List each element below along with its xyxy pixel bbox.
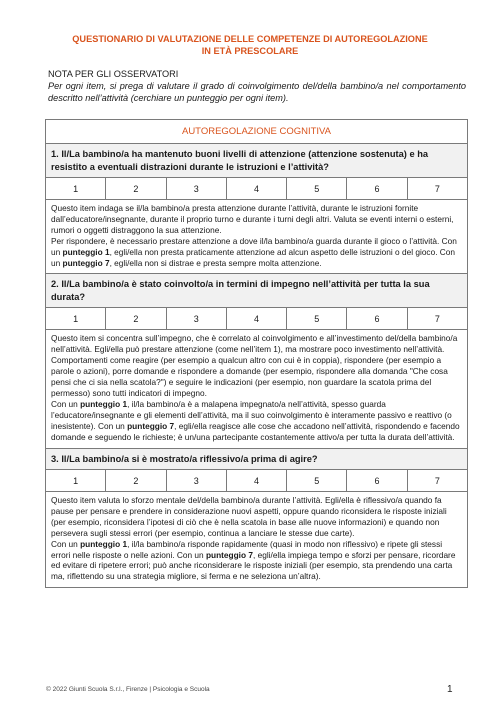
item-question: 1. Il/La bambino/a ha mantenuto buoni livelli di attenzione (attenzione sostenuta) e ha resistito a eventuali distrazioni durante le istruzioni e l’attività? xyxy=(46,144,467,178)
description-paragraph: Questo item valuta lo sforzo mentale del/della bambino/a durante l’attività. Egli/ella è riflessivo/a quando fa pause per pensare e prendere in considerazione nuovi aspetti, oppure quando riconsidera le risposte iniziali (per esempio, riconsidera l’ipotesi di ciò che è nella scatola in base alle nuove informazioni) e quando non persevera sugli stessi errori (per esempio, continua a lanciare le stesse due carte). xyxy=(51,495,447,538)
score-option[interactable]: 7 xyxy=(434,183,440,194)
score-option[interactable]: 1 xyxy=(46,470,106,491)
score-option[interactable]: 3 xyxy=(167,470,227,491)
score-option[interactable]: 1 xyxy=(46,308,106,329)
item-question: 3. Il/La bambino/a si è mostrato/a riflessivo/a prima di agire? xyxy=(46,449,467,471)
score-option[interactable]: 6 xyxy=(347,308,407,329)
score-option[interactable]: 7 xyxy=(434,475,440,486)
item-question: 2. Il/La bambino/a è stato coinvolto/a in termini di impegno nell’attività per tutta la sua durata? xyxy=(46,274,467,308)
score-option[interactable]: 5 xyxy=(287,470,347,491)
score-option[interactable]: 3 xyxy=(167,308,227,329)
item-description xyxy=(46,330,467,448)
section-title: AUTOREGOLAZIONE COGNITIVA xyxy=(46,120,467,144)
description-paragraph: Questo item indaga se il/la bambino/a presta attenzione durante l’attività, durante le istruzioni fornite dall’educatore/insegnante, durante il proprio turno e durante i turni degli altri. Valuta se eventi interni o esterni, rumori o oggetti distraggono la sua attenzione. xyxy=(51,203,454,235)
scoring-guide: Con un punteggio 1, il/la bambino/a risponde rapidamente (quasi in modo non riflessivo) e ripete gli stessi errori nelle risposte o nelle azioni. Con un punteggio 7, egli/ella impiega tempo e sforzi per pensare, ricordare ed evitare di ripetere errori; può anche riconsiderare le risposte iniziali (per esempio, sta prendendo una carta ma, riflettendo su una strategia migliore, si ferma e ne seleziona un’altra). xyxy=(51,538,456,582)
rating-scale xyxy=(46,308,467,330)
observer-note xyxy=(48,68,466,104)
title-line-2: IN ETÀ PRESCOLARE xyxy=(201,46,299,56)
note-label: NOTA PER GLI OSSERVATORI xyxy=(48,69,179,79)
scoring-guide: Per rispondere, è necessario prestare attenzione a dove il/la bambino/a guarda durante il gioco o l’attività. Con un punteggio 1, egli/ella non presta praticamente attenzione ad alcun aspetto delle istruzioni o del gioco. Con un punteggio 7, egli/ella non si distrae e presta sempre molta attenzione. xyxy=(51,235,457,268)
page-title xyxy=(0,33,500,57)
score-option[interactable]: 6 xyxy=(347,470,407,491)
score-option[interactable]: 5 xyxy=(287,308,347,329)
score-option[interactable]: 2 xyxy=(106,470,166,491)
rating-scale xyxy=(46,470,467,492)
scoring-guide: Con un punteggio 1, il/la bambino/a è a malapena impegnato/a nell’attività, spesso guarda l’educatore/insegnante e gli elementi dell’attività, ma il suo coinvolgimento è interamente passivo e reattivo (o inesistente). Con un punteggio 7, egli/ella reagisce alle cose che accadono nell’attività, rispondendo e facendo domande e seguendo le richieste; è un/una partecipante costantemente attivo/a per tutta la durata dell’attività. xyxy=(51,398,460,442)
title-line-1: QUESTIONARIO DI VALUTAZIONE DELLE COMPETENZE DI AUTOREGOLAZIONE xyxy=(72,34,428,44)
copyright-footer: © 2022 Giunti Scuola S.r.l., Firenze | Psicologia e Scuola xyxy=(46,686,210,693)
score-option[interactable]: 5 xyxy=(287,178,347,199)
score-option[interactable]: 3 xyxy=(167,178,227,199)
score-option[interactable]: 4 xyxy=(227,178,287,199)
item-description xyxy=(46,492,467,587)
score-option[interactable]: 7 xyxy=(434,313,440,324)
questionnaire-table xyxy=(45,119,468,588)
note-text: Per ogni item, si prega di valutare il grado di coinvolgimento del/della bambino/a nel comportamento descritto nell’attività (cerchiare un punteggio per ogni item). xyxy=(48,81,466,103)
score-option[interactable]: 1 xyxy=(46,178,106,199)
score-option[interactable]: 4 xyxy=(227,470,287,491)
page-number: 1 xyxy=(447,684,453,695)
score-option[interactable]: 2 xyxy=(106,178,166,199)
score-option[interactable]: 2 xyxy=(106,308,166,329)
item-description xyxy=(46,200,467,274)
score-option[interactable]: 4 xyxy=(227,308,287,329)
description-paragraph: Questo item si concentra sull’impegno, che è correlato al coinvolgimento e all’investimento del/della bambino/a nell’attività. Egli/ella può prestare attenzione (come nell’item 1), ma mostrare poco investimento nell’attività. Comportamenti come reagire (per esempio a qualcun altro con cui è in coppia), rispondere (per esempio a parole o azioni), porre domande e rispondere a domande (per esempio, rispondere alla domanda "Che cosa pensi che ci sia nella scatola?") e seguire le indicazioni (per esempio, non guardare la scatola prima del permesso) sono tutti indicatori di impegno. xyxy=(51,333,458,398)
rating-scale xyxy=(46,178,467,200)
score-option[interactable]: 6 xyxy=(347,178,407,199)
